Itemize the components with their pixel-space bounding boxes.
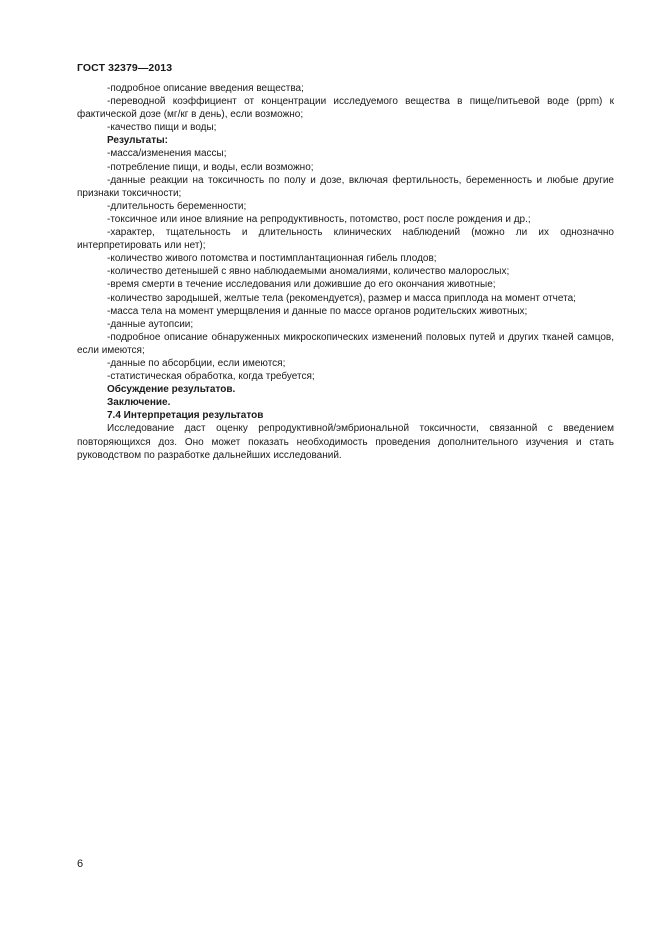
page-number: 6 bbox=[77, 858, 84, 870]
paragraph: -длительность беременности; bbox=[107, 200, 247, 212]
paragraph: -подробное описание обнаруженных микроскопических изменений половых путей и других тканей самцов, если имеются; bbox=[77, 331, 614, 356]
paragraph: -токсичное или иное влияние на репродуктивность, потомство, рост после рождения и др.; bbox=[107, 213, 531, 225]
document-code: ГОСТ 32379—2013 bbox=[77, 62, 173, 74]
paragraph: -масса/изменения массы; bbox=[107, 148, 227, 160]
document-body bbox=[77, 82, 614, 462]
paragraph: -качество пищи и воды; bbox=[107, 122, 217, 134]
paragraph: -переводной коэффициент от концентрации исследуемого вещества в пище/питьевой воде (ppm) к фактической дозе (мг/кг в день), если возможно; bbox=[77, 96, 614, 121]
paragraph: -время смерти в течение исследования или дожившие до его окончания животные; bbox=[107, 279, 496, 291]
section-heading: Заключение. bbox=[107, 397, 171, 409]
paragraph: -данные аутопсии; bbox=[107, 318, 194, 330]
paragraph: -характер, тщательность и длительность клинических наблюдений (можно ли их однозначно интерпретировать или нет); bbox=[77, 227, 614, 252]
section-heading: 7.4 Интерпретация результатов bbox=[107, 410, 264, 422]
paragraph: -данные по абсорбции, если имеются; bbox=[107, 357, 286, 369]
paragraph: Исследование даст оценку репродуктивной/эмбриональной токсичности, связанной с введением повторяющихся доз. Оно может показать необходимость проведения дополнительного изучения и стать руководством по разработке дальнейших исследований. bbox=[77, 423, 614, 461]
paragraph: -масса тела на момент умерщвления и данные по массе органов родительских животных; bbox=[107, 305, 528, 317]
paragraph: -потребление пищи, и воды, если возможно; bbox=[107, 161, 314, 173]
section-heading: Результаты: bbox=[107, 135, 168, 147]
paragraph: -данные реакции на токсичность по полу и дозе, включая фертильность, беременность и любые другие признаки токсичности; bbox=[77, 174, 614, 199]
paragraph: -статистическая обработка, когда требуется; bbox=[107, 371, 315, 383]
paragraph: -подробное описание введения вещества; bbox=[107, 83, 304, 94]
paragraph: -количество детенышей с явно наблюдаемыми аномалиями, количество малорослых; bbox=[107, 266, 510, 278]
section-heading: Обсуждение результатов. bbox=[107, 384, 236, 396]
paragraph: -количество живого потомства и постимплантационная гибель плодов; bbox=[107, 253, 437, 265]
paragraph: -количество зародышей, желтые тела (рекомендуется), размер и масса приплода на момент отчета; bbox=[107, 292, 576, 304]
